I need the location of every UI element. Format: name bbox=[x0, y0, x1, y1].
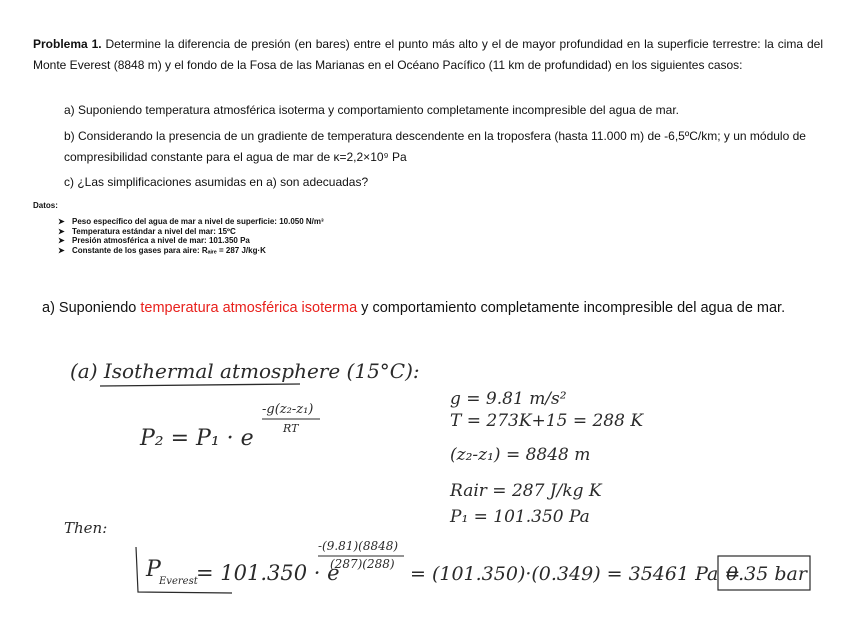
datos-title: Datos: bbox=[33, 201, 58, 210]
section-a-heading: a) Suponiendo temperatura atmosférica isoterma y comportamiento completamente incompresible del agua de mar. bbox=[42, 300, 786, 316]
arrow-bullet-icon: ➤ bbox=[58, 217, 65, 226]
highlighted-text: temperatura atmosférica isoterma bbox=[140, 300, 358, 316]
datos-item: ➤ Presión atmosférica a nivel de mar: 101.350 Pa bbox=[58, 236, 250, 245]
hw-result-boxed-value: 0.35 bar bbox=[726, 563, 807, 585]
item-c: c) ¿Las simplificaciones asumidas en a) son adecuadas? bbox=[64, 175, 369, 189]
hw-height-diff: (z₂-z₁) = 8848 m bbox=[450, 445, 591, 465]
arrow-bullet-icon: ➤ bbox=[58, 236, 65, 245]
hw-underline bbox=[100, 384, 300, 386]
hw-result-rhs: = (101.350)·(0.349) = 35461 Pa = bbox=[410, 563, 741, 585]
hw-then: Then: bbox=[64, 519, 108, 537]
hw-formula-denominator: RT bbox=[283, 422, 299, 435]
datos-item: ➤ Temperatura estándar a nivel del mar: 15ºC bbox=[58, 226, 236, 236]
problem-label: Problema 1. bbox=[33, 37, 102, 51]
hw-formula-exponent: -g(z₂-z₁) bbox=[262, 402, 314, 417]
arrow-bullet-icon: ➤ bbox=[58, 245, 65, 255]
arrow-bullet-icon: ➤ bbox=[58, 226, 65, 236]
hw-result-base: = 101.350 · e bbox=[196, 561, 340, 585]
datos-item: ➤ Peso específico del agua de mar a nivel de superficie: 10.050 N/m³ bbox=[58, 217, 324, 226]
hw-title: (a) Isothermal atmosphere (15°C): bbox=[70, 359, 420, 383]
hw-gravity: g = 9.81 m/s² bbox=[450, 389, 567, 409]
hw-result-exp-numerator: -(9.81)(8848) bbox=[318, 539, 399, 553]
hw-gas-constant: Rair = 287 J/kg K bbox=[450, 481, 602, 501]
item-b: b) Considerando la presencia de un gradiente de temperatura descendente en la troposfera (hasta 11.000 m) de -6,5ºC/km; y un módulo de compresibilidad constante para el agua de mar de κ=2,2×10⁹ Pa bbox=[64, 129, 806, 164]
hw-result-subscript: Everest bbox=[159, 576, 198, 587]
hw-result-exp-denominator: (287)(288) bbox=[330, 557, 395, 571]
datos-item: ➤ Constante de los gases para aire: Rₐᵢᵣₑ = 287 J/kg·K bbox=[58, 245, 266, 255]
hw-temperature: T = 273K+15 = 288 K bbox=[450, 411, 644, 431]
item-a: a) Suponiendo temperatura atmosférica isoterma y comportamiento completamente incompresible del agua de mar. bbox=[64, 103, 679, 117]
hw-result-p: P bbox=[146, 557, 161, 582]
hw-formula-lhs: P₂ = P₁ · e bbox=[140, 426, 254, 451]
hw-pressure-p1: P₁ = 101.350 Pa bbox=[450, 507, 590, 527]
problem-text: Determine la diferencia de presión (en bares) entre el punto más alto y el de mayor profundidad en la superficie terrestre: la cima del Monte Everest (8848 m) y el fondo de la Fosa de las Marianas en el Océano Pacífico (11 km de profundidad) en los siguientes casos: bbox=[33, 37, 823, 72]
